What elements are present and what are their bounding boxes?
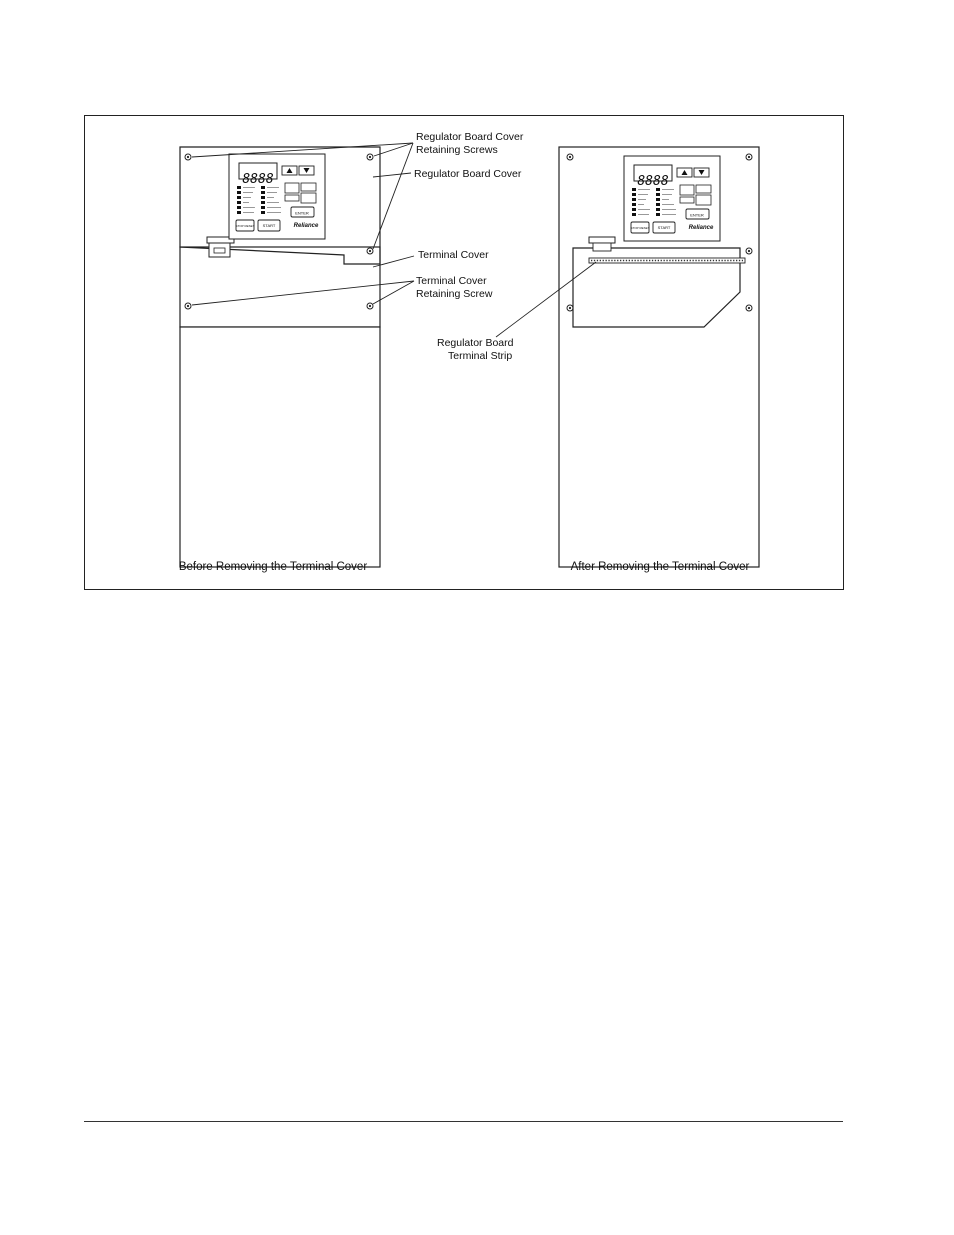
footer-rule bbox=[84, 1121, 843, 1122]
drive-before bbox=[180, 147, 380, 567]
label-term-screw-2: Retaining Screw bbox=[416, 288, 493, 300]
caption-after: After Removing the Terminal Cover bbox=[570, 561, 750, 573]
keypad-stop-right: STOP RESET bbox=[630, 226, 650, 230]
label-reg-cover: Regulator Board Cover bbox=[414, 168, 522, 180]
label-term-screw-1: Terminal Cover bbox=[416, 275, 487, 287]
keypad-start-right: START bbox=[657, 225, 671, 230]
keypad-display-right: 8888 bbox=[637, 174, 669, 189]
label-term-strip-2: Terminal Strip bbox=[448, 350, 513, 362]
drive-cover-diagram bbox=[84, 115, 844, 590]
caption-before: Before Removing the Terminal Cover bbox=[178, 561, 368, 573]
keypad-enter-left: ENTER bbox=[295, 210, 309, 216]
keypad-stop-left: STOP RESET bbox=[235, 224, 255, 228]
keypad-brand-left: Reliance bbox=[293, 223, 319, 229]
label-term-strip-1: Regulator Board bbox=[437, 337, 514, 349]
keypad-enter-right: ENTER bbox=[690, 212, 704, 218]
label-terminal-cover: Terminal Cover bbox=[418, 249, 489, 261]
drive-after bbox=[559, 147, 759, 567]
keypad-start-left: START bbox=[262, 223, 276, 228]
label-reg-cover-screws-2: Retaining Screws bbox=[416, 144, 498, 156]
label-reg-cover-screws-1: Regulator Board Cover bbox=[416, 131, 524, 143]
keypad-display-left: 8888 bbox=[242, 172, 274, 187]
keypad-brand-right: Reliance bbox=[688, 225, 714, 231]
